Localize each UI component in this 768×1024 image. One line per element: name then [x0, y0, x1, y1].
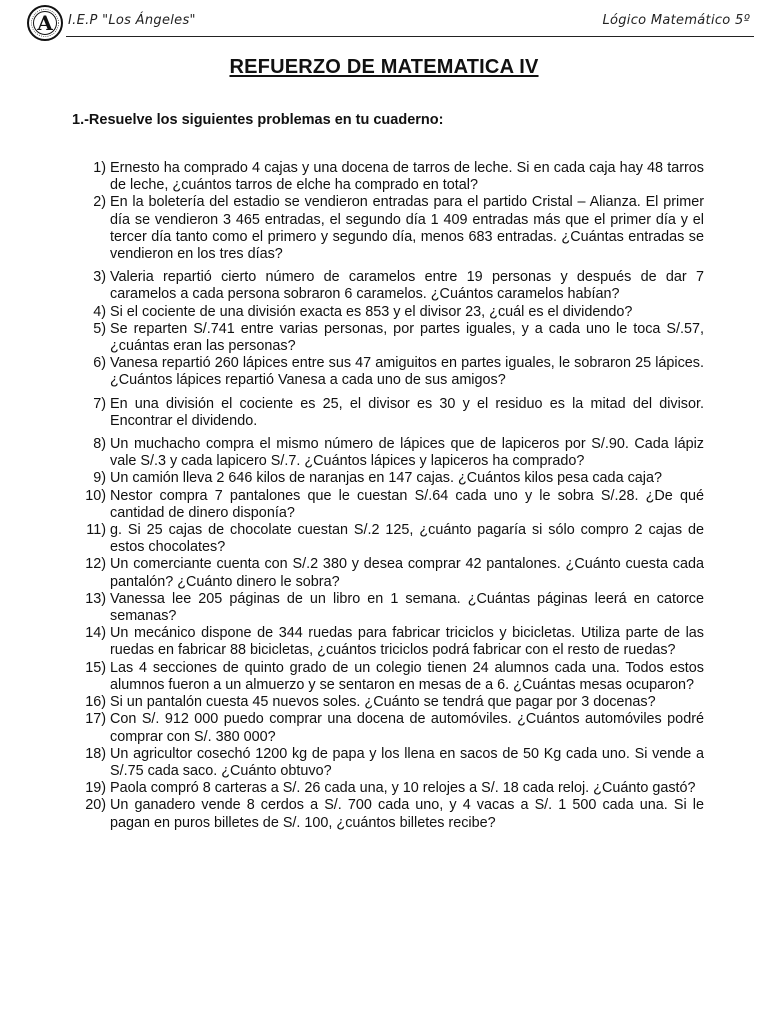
problem-number: 20)	[85, 797, 106, 814]
problem-number: 12)	[85, 556, 106, 573]
problem-item	[78, 321, 704, 355]
problem-item	[78, 488, 704, 522]
problem-text: Vanessa lee 205 páginas de un libro en 1 semana. ¿Cuántas páginas leerá en catorce semanas?	[110, 590, 704, 625]
problem-item	[78, 355, 704, 389]
problem-number: 9)	[93, 470, 106, 487]
problem-text: Un comerciante cuenta con S/.2 380 y desea comprar 42 pantalones. ¿Cuánto cuesta cada pantalón? ¿Cuánto dinero le sobra?	[110, 556, 704, 590]
problem-number: 13)	[85, 590, 106, 607]
page-title: REFUERZO DE MATEMATICA IV	[229, 56, 539, 78]
problem-text: En una división el cociente es 25, el divisor es 30 y el residuo es la mitad del divisor. Encontrar el dividendo.	[110, 395, 704, 429]
problem-number: 17)	[85, 711, 106, 728]
problem-text: Si un pantalón cuesta 45 nuevos soles. ¿Cuánto se tendrá que pagar por 3 docenas?	[110, 694, 656, 711]
problem-text: Un agricultor cosechó 1200 kg de papa y los llena en sacos de 50 Kg cada uno. Si vende a S/.75 cada saco. ¿Cuánto obtuvo?	[110, 745, 704, 779]
problem-item	[78, 470, 704, 487]
problem-number: 6)	[93, 355, 106, 372]
instruction-heading: 1.-Resuelve los siguientes problemas en tu cuaderno:	[72, 112, 444, 128]
problem-text: Con S/. 912 000 puedo comprar una docena de automóviles. ¿Cuántos automóviles podré comprar con S/. 380 000?	[110, 711, 704, 745]
problem-item	[78, 746, 704, 780]
problem-text: En la boletería del estadio se vendieron entradas para el partido Cristal – Alianza. El primer día se vendieron 3 465 entradas, el segundo día 1 409 entradas más que el primer día y el tercer día tanto como el primero y segundo día, menos 683 entradas. ¿Cuántas entradas se vendieron en los tres días?	[110, 194, 704, 263]
problem-number: 19)	[85, 780, 106, 797]
problem-number: 14)	[85, 625, 106, 642]
problem-text: Nestor compra 7 pantalones que le cuestan S/.64 cada uno y le sobra S/.28. ¿De qué cantidad de dinero disponía?	[110, 487, 704, 521]
problem-number: 5)	[93, 320, 106, 337]
problem-number: 18)	[85, 745, 106, 762]
problem-number: 16)	[85, 694, 106, 711]
logo-letter: A	[37, 11, 53, 35]
problem-number: 7)	[93, 395, 106, 412]
page-header	[0, 0, 768, 50]
problem-number: 11)	[86, 522, 106, 539]
problem-item	[78, 711, 704, 745]
problem-item	[78, 269, 704, 303]
problem-text: Vanesa repartió 260 lápices entre sus 47 amiguitos en partes iguales, le sobraron 25 lápices. ¿Cuántos lápices repartió Vanesa a cada uno de sus amigos?	[110, 355, 704, 389]
problem-item	[78, 556, 704, 590]
problem-number: 15)	[85, 659, 106, 676]
problem-item	[78, 436, 704, 470]
school-logo	[27, 5, 63, 41]
problem-item	[78, 522, 704, 556]
problem-text: Ernesto ha comprado 4 cajas y una docena de tarros de leche. Si en cada caja hay 48 tarros de leche, ¿cuántos tarros de elche ha comprado en total?	[110, 160, 704, 194]
problem-text: Paola compró 8 carteras a S/. 26 cada una, y 10 relojes a S/. 18 cada reloj. ¿Cuánto gastó?	[110, 780, 696, 797]
problem-number: 2)	[93, 194, 106, 211]
problem-number: 8)	[93, 436, 106, 453]
subject-label: Lógico Matemático 5º	[602, 13, 750, 28]
problem-text: Valeria repartió cierto número de caramelos entre 19 personas y después de dar 7 caramelos a cada persona sobraron 6 caramelos. ¿Cuántos caramelos habían?	[110, 269, 704, 303]
problem-text: Un camión lleva 2 646 kilos de naranjas en 147 cajas. ¿Cuántos kilos pesa cada caja?	[110, 470, 662, 487]
problem-text: Un mecánico dispone de 344 ruedas para fabricar triciclos y bicicletas. Utiliza parte de las ruedas en fabricar 88 bicicletas, ¿cuántos triciclos podrá fabricar con el resto de ruedas?	[110, 625, 704, 659]
problem-number: 10)	[85, 487, 106, 504]
problem-number: 1)	[93, 160, 106, 176]
problem-number: 4)	[93, 303, 106, 320]
problem-text: Si el cociente de una división exacta es 853 y el divisor 23, ¿cuál es el dividendo?	[110, 303, 633, 320]
problem-item	[78, 304, 704, 321]
problem-text: g. Si 25 cajas de chocolate cuestan S/.2 125, ¿cuánto pagaría si sólo compro 2 cajas de estos chocolates?	[110, 522, 704, 556]
problem-list	[78, 160, 704, 832]
problem-item	[78, 660, 704, 694]
problem-item	[78, 396, 704, 430]
problem-item	[78, 797, 704, 831]
problem-item	[78, 625, 704, 659]
problem-item	[78, 591, 704, 625]
problem-item	[78, 194, 704, 263]
problem-item	[78, 780, 704, 797]
problem-text: Se reparten S/.741 entre varias personas, por partes iguales, y a cada uno le toca S/.57, ¿cuántas eran las personas?	[110, 320, 704, 355]
problem-text: Un muchacho compra el mismo número de lápices que de lapiceros por S/.90. Cada lápiz vale S/.3 y cada lapicero S/.7. ¿Cuántos lápices y lapiceros ha comprado?	[110, 436, 704, 470]
header-divider	[66, 36, 754, 37]
problem-item	[78, 694, 704, 711]
problem-text: Las 4 secciones de quinto grado de un colegio tienen 24 alumnos cada una. Todos estos alumnos fueron a un almuerzo y se sentaron en mesas de a 6. ¿Cuántas mesas ocuparon?	[110, 659, 704, 693]
problem-item	[78, 160, 704, 194]
school-name: I.E.P "Los Ángeles"	[68, 13, 196, 28]
problem-number: 3)	[93, 269, 106, 286]
problem-text: Un ganadero vende 8 cerdos a S/. 700 cada uno, y 4 vacas a S/. 1 500 cada una. Si le pagan en puros billetes de S/. 100, ¿cuántos billetes recibe?	[110, 797, 704, 831]
